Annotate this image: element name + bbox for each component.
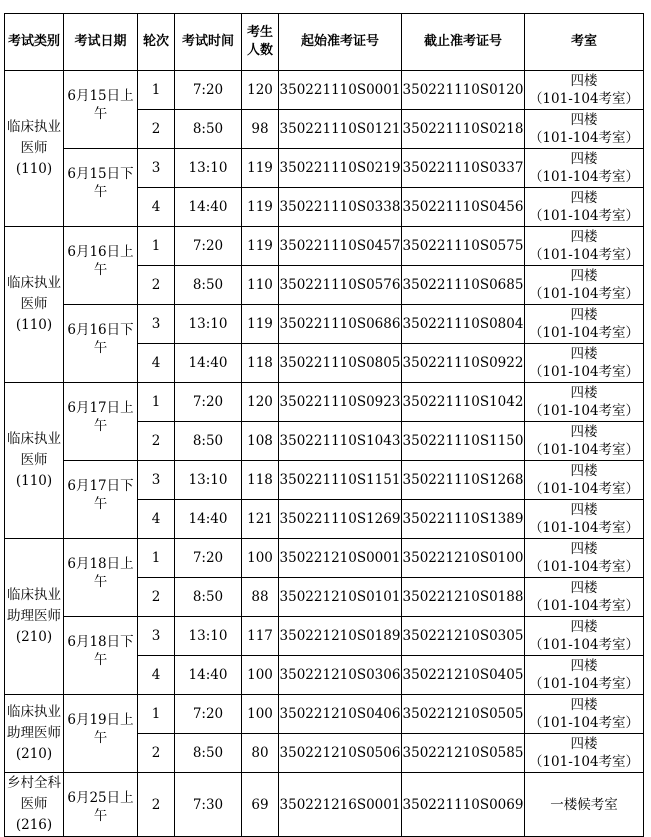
table-row [5, 227, 644, 266]
time-cell: 7:20 [175, 227, 242, 266]
room-cell: 四楼 （101-104考室） [525, 500, 644, 539]
start-id-cell: 350221110S0686 [279, 305, 402, 344]
round-cell: 1 [138, 227, 175, 266]
start-id-cell: 350221110S0576 [279, 266, 402, 305]
end-id-cell: 350221210S0505 [402, 695, 525, 734]
end-id-cell: 350221210S0585 [402, 734, 525, 773]
category-cell: 乡村全科医师(216) [5, 773, 64, 837]
time-cell: 8:50 [175, 422, 242, 461]
round-cell: 3 [138, 305, 175, 344]
start-id-cell: 350221210S0101 [279, 578, 402, 617]
table-row [5, 773, 644, 837]
date-cell: 6月18日上午 [64, 539, 138, 617]
category-cell: 临床执业医师(110) [5, 227, 64, 383]
count-cell: 118 [242, 344, 279, 383]
room-cell: 四楼 （101-104考室） [525, 422, 644, 461]
header-round: 轮次 [138, 14, 175, 71]
room-cell: 四楼 （101-104考室） [525, 188, 644, 227]
start-id-cell: 350221110S1269 [279, 500, 402, 539]
time-cell: 7:20 [175, 695, 242, 734]
round-cell: 2 [138, 110, 175, 149]
room-cell: 四楼 （101-104考室） [525, 734, 644, 773]
time-cell: 7:20 [175, 539, 242, 578]
round-cell: 4 [138, 344, 175, 383]
date-cell: 6月16日上午 [64, 227, 138, 305]
table-row [5, 383, 644, 422]
date-cell: 6月18日下午 [64, 617, 138, 695]
end-id-cell: 350221110S0922 [402, 344, 525, 383]
header-row [5, 14, 644, 71]
start-id-cell: 350221110S0219 [279, 149, 402, 188]
start-id-cell: 350221110S0805 [279, 344, 402, 383]
time-cell: 13:10 [175, 617, 242, 656]
time-cell: 13:10 [175, 149, 242, 188]
count-cell: 119 [242, 227, 279, 266]
room-cell: 四楼 （101-104考室） [525, 539, 644, 578]
end-id-cell: 350221210S0188 [402, 578, 525, 617]
end-id-cell: 350221110S0069 [402, 773, 525, 837]
start-id-cell: 350221110S0001 [279, 71, 402, 110]
table-row [5, 461, 644, 500]
category-cell: 临床执业助理医师(210) [5, 695, 64, 773]
count-cell: 88 [242, 578, 279, 617]
count-cell: 117 [242, 617, 279, 656]
start-id-cell: 350221210S0406 [279, 695, 402, 734]
time-cell: 13:10 [175, 305, 242, 344]
header-category: 考试类别 [5, 14, 64, 71]
end-id-cell: 350221110S1042 [402, 383, 525, 422]
exam-schedule-table [4, 13, 644, 837]
end-id-cell: 350221110S0575 [402, 227, 525, 266]
start-id-cell: 350221110S0923 [279, 383, 402, 422]
end-id-cell: 350221110S0337 [402, 149, 525, 188]
round-cell: 2 [138, 578, 175, 617]
time-cell: 14:40 [175, 188, 242, 227]
date-cell: 6月15日下午 [64, 149, 138, 227]
room-cell: 四楼 （101-104考室） [525, 227, 644, 266]
end-id-cell: 350221110S1150 [402, 422, 525, 461]
room-cell: 四楼 （101-104考室） [525, 305, 644, 344]
count-cell: 100 [242, 695, 279, 734]
time-cell: 7:30 [175, 773, 242, 837]
start-id-cell: 350221110S0457 [279, 227, 402, 266]
round-cell: 2 [138, 734, 175, 773]
end-id-cell: 350221110S0120 [402, 71, 525, 110]
time-cell: 8:50 [175, 110, 242, 149]
end-id-cell: 350221210S0405 [402, 656, 525, 695]
category-cell: 临床执业助理医师(210) [5, 539, 64, 695]
header-start-id: 起始准考证号 [279, 14, 402, 71]
table-row [5, 149, 644, 188]
time-cell: 7:20 [175, 71, 242, 110]
date-cell: 6月15日上午 [64, 71, 138, 149]
start-id-cell: 350221216S0001 [279, 773, 402, 837]
count-cell: 120 [242, 71, 279, 110]
end-id-cell: 350221110S0218 [402, 110, 525, 149]
count-cell: 100 [242, 656, 279, 695]
time-cell: 8:50 [175, 734, 242, 773]
category-cell: 临床执业医师(110) [5, 383, 64, 539]
header-time: 考试时间 [175, 14, 242, 71]
room-cell: 四楼 （101-104考室） [525, 344, 644, 383]
date-cell: 6月16日下午 [64, 305, 138, 383]
start-id-cell: 350221110S1151 [279, 461, 402, 500]
round-cell: 4 [138, 500, 175, 539]
category-cell: 临床执业医师(110) [5, 71, 64, 227]
room-cell: 一楼候考室 [525, 773, 644, 837]
table-row [5, 71, 644, 110]
round-cell: 3 [138, 617, 175, 656]
start-id-cell: 350221110S0121 [279, 110, 402, 149]
round-cell: 1 [138, 71, 175, 110]
round-cell: 1 [138, 695, 175, 734]
round-cell: 2 [138, 773, 175, 837]
date-cell: 6月17日上午 [64, 383, 138, 461]
start-id-cell: 350221110S0338 [279, 188, 402, 227]
count-cell: 118 [242, 461, 279, 500]
count-cell: 100 [242, 539, 279, 578]
end-id-cell: 350221110S0685 [402, 266, 525, 305]
table-row [5, 695, 644, 734]
time-cell: 13:10 [175, 461, 242, 500]
round-cell: 4 [138, 656, 175, 695]
count-cell: 120 [242, 383, 279, 422]
count-cell: 69 [242, 773, 279, 837]
start-id-cell: 350221210S0306 [279, 656, 402, 695]
round-cell: 3 [138, 461, 175, 500]
room-cell: 四楼 （101-104考室） [525, 110, 644, 149]
end-id-cell: 350221110S1268 [402, 461, 525, 500]
count-cell: 110 [242, 266, 279, 305]
room-cell: 四楼 （101-104考室） [525, 617, 644, 656]
round-cell: 2 [138, 422, 175, 461]
count-cell: 119 [242, 188, 279, 227]
count-cell: 80 [242, 734, 279, 773]
room-cell: 四楼 （101-104考室） [525, 578, 644, 617]
header-date: 考试日期 [64, 14, 138, 71]
room-cell: 四楼 （101-104考室） [525, 656, 644, 695]
round-cell: 1 [138, 383, 175, 422]
room-cell: 四楼 （101-104考室） [525, 149, 644, 188]
table-row [5, 617, 644, 656]
room-cell: 四楼 （101-104考室） [525, 71, 644, 110]
end-id-cell: 350221110S1389 [402, 500, 525, 539]
time-cell: 8:50 [175, 578, 242, 617]
count-cell: 98 [242, 110, 279, 149]
count-cell: 121 [242, 500, 279, 539]
count-cell: 119 [242, 305, 279, 344]
time-cell: 8:50 [175, 266, 242, 305]
end-id-cell: 350221110S0804 [402, 305, 525, 344]
count-cell: 119 [242, 149, 279, 188]
date-cell: 6月25日上午 [64, 773, 138, 837]
header-room: 考室 [525, 14, 644, 71]
date-cell: 6月19日上午 [64, 695, 138, 773]
round-cell: 2 [138, 266, 175, 305]
round-cell: 1 [138, 539, 175, 578]
room-cell: 四楼 （101-104考室） [525, 461, 644, 500]
round-cell: 3 [138, 149, 175, 188]
start-id-cell: 350221210S0189 [279, 617, 402, 656]
end-id-cell: 350221210S0305 [402, 617, 525, 656]
end-id-cell: 350221110S0456 [402, 188, 525, 227]
end-id-cell: 350221210S0100 [402, 539, 525, 578]
start-id-cell: 350221210S0506 [279, 734, 402, 773]
time-cell: 14:40 [175, 500, 242, 539]
count-cell: 108 [242, 422, 279, 461]
header-end-id: 截止准考证号 [402, 14, 525, 71]
table-row [5, 305, 644, 344]
time-cell: 14:40 [175, 656, 242, 695]
round-cell: 4 [138, 188, 175, 227]
room-cell: 四楼 （101-104考室） [525, 266, 644, 305]
room-cell: 四楼 （101-104考室） [525, 695, 644, 734]
table-row [5, 539, 644, 578]
time-cell: 14:40 [175, 344, 242, 383]
header-count: 考生人数 [242, 14, 279, 71]
date-cell: 6月17日下午 [64, 461, 138, 539]
time-cell: 7:20 [175, 383, 242, 422]
start-id-cell: 350221110S1043 [279, 422, 402, 461]
start-id-cell: 350221210S0001 [279, 539, 402, 578]
room-cell: 四楼 （101-104考室） [525, 383, 644, 422]
